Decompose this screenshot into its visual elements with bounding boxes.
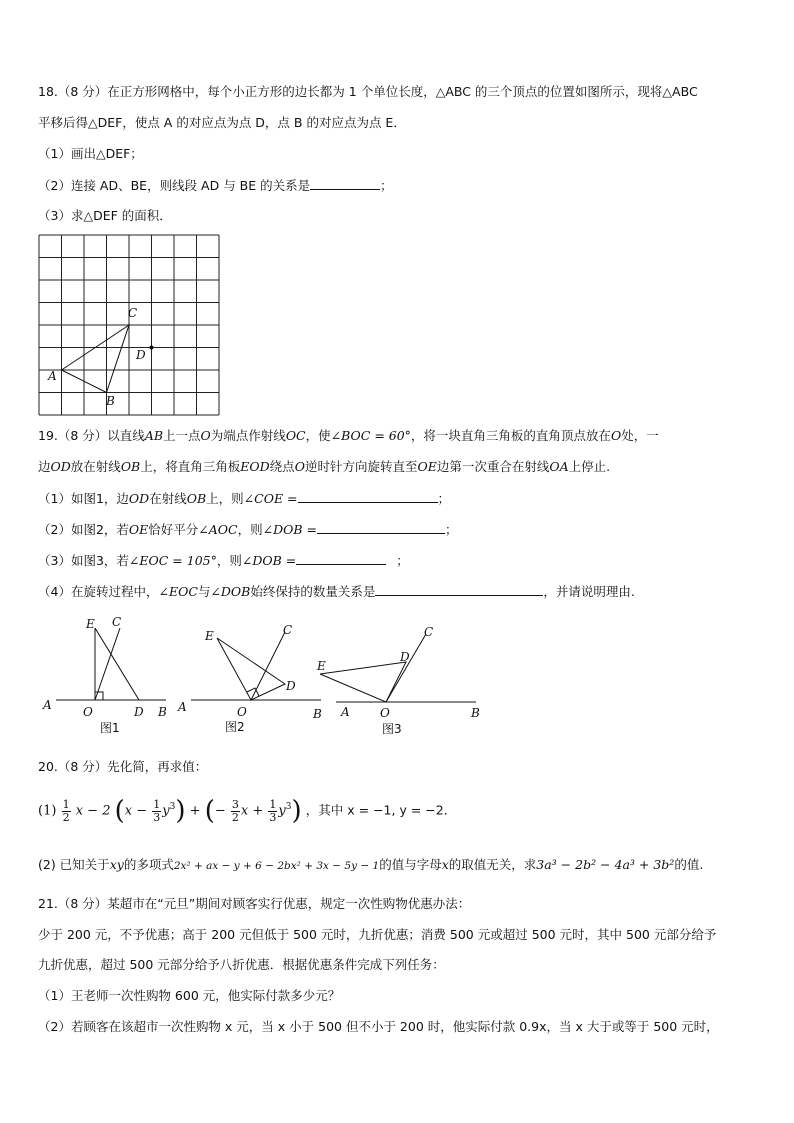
t: OC	[285, 428, 306, 443]
t: 边第一次重合在射线	[436, 459, 550, 474]
t: ∠EOC = 105°	[128, 553, 217, 568]
t: y	[162, 803, 170, 819]
label-c: C	[283, 623, 293, 637]
exp: 3	[285, 802, 292, 813]
figure-caption: 图2	[225, 720, 245, 734]
paren: )	[291, 796, 302, 826]
t: （3）如图3，若	[38, 553, 129, 568]
q19-sub1	[38, 489, 450, 508]
q18-sub3: （3）求△DEF 的面积．	[38, 208, 172, 223]
t: ，则	[237, 522, 263, 537]
label-c: C	[128, 306, 138, 320]
t: x +	[240, 803, 264, 819]
q18-line1: 18.（8 分）在正方形网格中，每个小正方形的边长都为 1 个单位长度，△ABC 的三个顶点的位置如图所示，现将△ABC	[38, 84, 698, 99]
t: x	[441, 857, 449, 872]
point-d	[150, 346, 154, 350]
answer-blank[interactable]	[298, 489, 438, 503]
t: OB	[120, 459, 141, 474]
t: (2) 已知关于	[38, 857, 110, 872]
t: 放在射线	[70, 459, 121, 474]
label-b: B	[313, 707, 322, 721]
t: ，使	[305, 428, 331, 443]
q20-expression-1	[38, 796, 456, 826]
q19-line2	[38, 458, 610, 476]
t: 1	[62, 797, 70, 811]
t: 处，一	[621, 428, 659, 443]
label-o: O	[237, 705, 247, 719]
q19-sub2	[38, 520, 458, 539]
t: 恰好平分	[148, 522, 199, 537]
t: ，其中 x = −1, y = −2．	[305, 802, 457, 818]
t: 上一点	[163, 428, 201, 443]
t: 3a³ − 2b² − 4a³ + 3b²	[536, 857, 675, 872]
t: 始终保持的数量关系是	[250, 584, 376, 599]
t: EOD	[240, 459, 270, 474]
t: OE	[417, 459, 437, 474]
t: +	[189, 803, 201, 819]
label-b: B	[158, 705, 167, 719]
t: 与	[197, 584, 211, 599]
t: 上，则	[206, 491, 244, 506]
t: x −	[124, 803, 148, 819]
t: （4）在旋转过程中，	[38, 584, 159, 599]
t: 的值.	[674, 857, 704, 872]
t: OD	[50, 459, 71, 474]
t: （1）如图1，边	[38, 491, 129, 506]
q18-grid-figure	[38, 234, 220, 414]
label-c: C	[424, 625, 434, 639]
t: −	[214, 803, 226, 819]
label-o: O	[380, 706, 390, 720]
q18-sub2	[38, 176, 393, 195]
label-e: E	[205, 629, 214, 643]
t: 19.（8 分）以直线	[38, 428, 145, 443]
t: OA	[549, 459, 569, 474]
q19-sub3	[38, 551, 409, 570]
t: 上停止.	[568, 459, 611, 474]
t: O	[294, 459, 305, 474]
t: 2	[62, 810, 70, 824]
q19-line1	[38, 427, 659, 445]
t: 3	[153, 810, 161, 824]
label-a: A	[48, 369, 57, 383]
t: ；	[437, 491, 451, 506]
t: y	[278, 803, 286, 819]
t: ∠DOB	[210, 584, 251, 599]
t: ∠EOC	[158, 584, 198, 599]
label-e: E	[86, 617, 95, 631]
label-b: B	[471, 706, 480, 720]
label-a: A	[43, 698, 52, 712]
t: ∠COE =	[243, 491, 298, 506]
q21-sub1: （1）王老师一次性购物 600 元，他实际付款多少元？	[38, 988, 341, 1003]
t: OB	[186, 491, 207, 506]
t: 3	[231, 797, 239, 811]
label-d: D	[286, 679, 296, 693]
t: 1	[269, 797, 277, 811]
answer-blank[interactable]	[317, 520, 445, 534]
label-a: A	[341, 705, 350, 719]
t: x − 2	[75, 803, 111, 819]
t: 的值与字母	[379, 857, 442, 872]
label-o: O	[83, 705, 93, 719]
t: O	[200, 428, 211, 443]
q19-figure-1	[40, 612, 170, 737]
q21-sub2: （2）若顾客在该超市一次性购物 x 元，当 x 小于 500 但不小于 200 时，他实际付款 0.9x，当 x 大于或等于 500 元时，	[38, 1019, 719, 1034]
t: 的取值无关，求	[448, 857, 537, 872]
t: 在射线	[149, 491, 187, 506]
paren: )	[175, 796, 186, 826]
fraction	[268, 799, 277, 824]
t: ∠BOC = 60°	[330, 428, 411, 443]
triangle-abc	[62, 325, 130, 393]
t: O	[610, 428, 622, 443]
fraction	[231, 799, 240, 824]
label-b: B	[106, 394, 115, 408]
t: ，并请说明理由.	[543, 584, 635, 599]
t: ，则	[216, 553, 242, 568]
figure-caption: 图3	[382, 722, 402, 736]
q21-line2: 少于 200 元，不予优惠；高于 200 元但低于 500 元时，九折优惠；消费 500 元或超过 500 元时，其中 500 元部分给予	[38, 927, 717, 942]
paren: (	[114, 796, 125, 826]
q19-figure-2	[175, 612, 335, 737]
answer-blank[interactable]	[375, 582, 543, 596]
t: 绕点	[269, 459, 295, 474]
q18-sub2-text: （2）连接 AD、BE，则线段 AD 与 BE 的关系是	[38, 178, 311, 193]
t: 3	[269, 810, 277, 824]
paren: (	[204, 796, 215, 826]
t: 边	[38, 459, 51, 474]
q18-sub1: （1）画出△DEF；	[38, 146, 143, 161]
t: 1	[153, 797, 161, 811]
q20-title: 20.（8 分）先化简，再求值：	[38, 759, 208, 774]
label-a: A	[178, 700, 187, 714]
q21-line3: 九折优惠，超过 500 元部分给予八折优惠．根据优惠条件完成下列任务：	[38, 957, 445, 972]
t: （2）如图2，若	[38, 522, 129, 537]
fraction	[62, 799, 71, 824]
t: xy	[109, 857, 124, 872]
figure-caption: 图1	[100, 721, 120, 735]
label-d: D	[136, 348, 146, 362]
t: (1)	[38, 803, 57, 819]
t: 2	[231, 810, 239, 824]
exp: 3	[169, 802, 176, 813]
q20-part2	[38, 856, 703, 875]
t: 为端点作射线	[210, 428, 286, 443]
t: ，将一块直角三角板的直角顶点放在	[410, 428, 611, 443]
t: OD	[128, 491, 150, 506]
label-e: E	[317, 659, 326, 673]
fraction	[152, 799, 161, 824]
t: ∠AOC	[198, 522, 238, 537]
t: ∠DOB =	[262, 522, 318, 537]
t: 逆时针方向旋转直至	[304, 459, 418, 474]
answer-blank[interactable]	[310, 176, 380, 190]
label-d: D	[134, 705, 144, 719]
label-d: D	[400, 650, 410, 664]
q21-line1: 21.（8 分）某超市在“元旦”期间对顾客实行优惠，规定一次性购物优惠办法：	[38, 896, 471, 911]
t: ；	[445, 522, 458, 537]
q18-sub2-end: ；	[380, 178, 393, 193]
q19-figure-3	[317, 612, 486, 737]
q18-line2: 平移后得△DEF，使点 A 的对应点为点 D，点 B 的对应点为点 E．	[38, 115, 406, 130]
label-c: C	[112, 615, 122, 629]
answer-blank[interactable]	[296, 551, 386, 565]
t: AB	[144, 428, 164, 443]
t: ∠DOB =	[241, 553, 297, 568]
t: OE	[128, 522, 149, 537]
t: 上，将直角三角板	[140, 459, 241, 474]
t: ；	[396, 553, 409, 568]
t: 的多项式	[123, 857, 174, 872]
q19-sub4	[38, 582, 635, 601]
t: 2x² + ax − y + 6 − 2bx² + 3x − 5y − 1	[173, 860, 380, 872]
